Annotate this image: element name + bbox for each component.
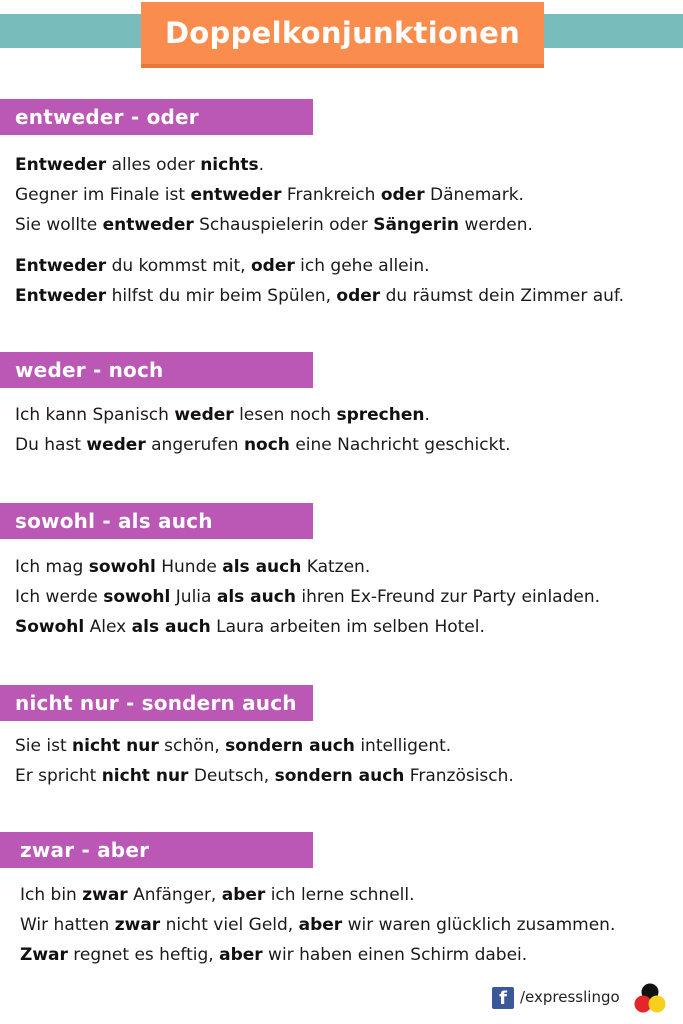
example-sentence: Sie wollte entweder Schauspielerin oder Sängerin werden. (15, 215, 533, 235)
example-sentence: Entweder du kommst mit, oder ich gehe allein. (15, 256, 430, 276)
example-sentence: Sowohl Alex als auch Laura arbeiten im selben Hotel. (15, 617, 485, 637)
example-sentence: Gegner im Finale ist entweder Frankreich oder Dänemark. (15, 185, 524, 205)
example-sentence: Entweder hilfst du mir beim Spülen, oder du räumst dein Zimmer auf. (15, 286, 625, 306)
facebook-icon[interactable]: f (492, 987, 514, 1009)
example-sentence: Ich bin zwar Anfänger, aber ich lerne schnell. (20, 885, 415, 905)
example-sentence: Du hast weder angerufen noch eine Nachricht geschickt. (15, 435, 511, 455)
gold-dot (649, 996, 666, 1013)
page-title: Doppelkonjunktionen (164, 16, 521, 50)
example-sentence: Ich werde sowohl Julia als auch ihren Ex-Freund zur Party einladen. (15, 587, 601, 607)
social-handle[interactable]: /expresslingo (520, 988, 620, 1006)
german-flag-dots-logo (632, 982, 668, 1016)
example-sentence: Wir hatten zwar nicht viel Geld, aber wir waren glücklich zusammen. (20, 915, 616, 935)
example-sentence: Ich mag sowohl Hunde als auch Katzen. (15, 557, 371, 577)
example-sentence: Ich kann Spanisch weder lesen noch sprechen. (15, 405, 430, 425)
section-heading: weder - noch (15, 358, 164, 382)
example-sentence: Er spricht nicht nur Deutsch, sondern auch Französisch. (15, 766, 514, 786)
title-banner (141, 2, 544, 64)
section-heading: sowohl - als auch (15, 509, 213, 533)
section-header-sowohl-als-auch (0, 503, 313, 539)
example-sentence: Sie ist nicht nur schön, sondern auch intelligent. (15, 736, 452, 756)
section-heading: entweder - oder (15, 105, 199, 129)
section-heading: zwar - aber (20, 838, 150, 862)
example-sentence: Entweder alles oder nichts. (15, 155, 264, 175)
section-header-nicht-nur-sondern-auch (0, 685, 313, 721)
example-sentence: Zwar regnet es heftig, aber wir haben einen Schirm dabei. (20, 945, 528, 965)
section-heading: nicht nur - sondern auch (15, 691, 297, 715)
section-header-entweder-oder (0, 99, 313, 135)
section-header-zwar-aber (0, 832, 313, 868)
section-header-weder-noch (0, 352, 313, 388)
